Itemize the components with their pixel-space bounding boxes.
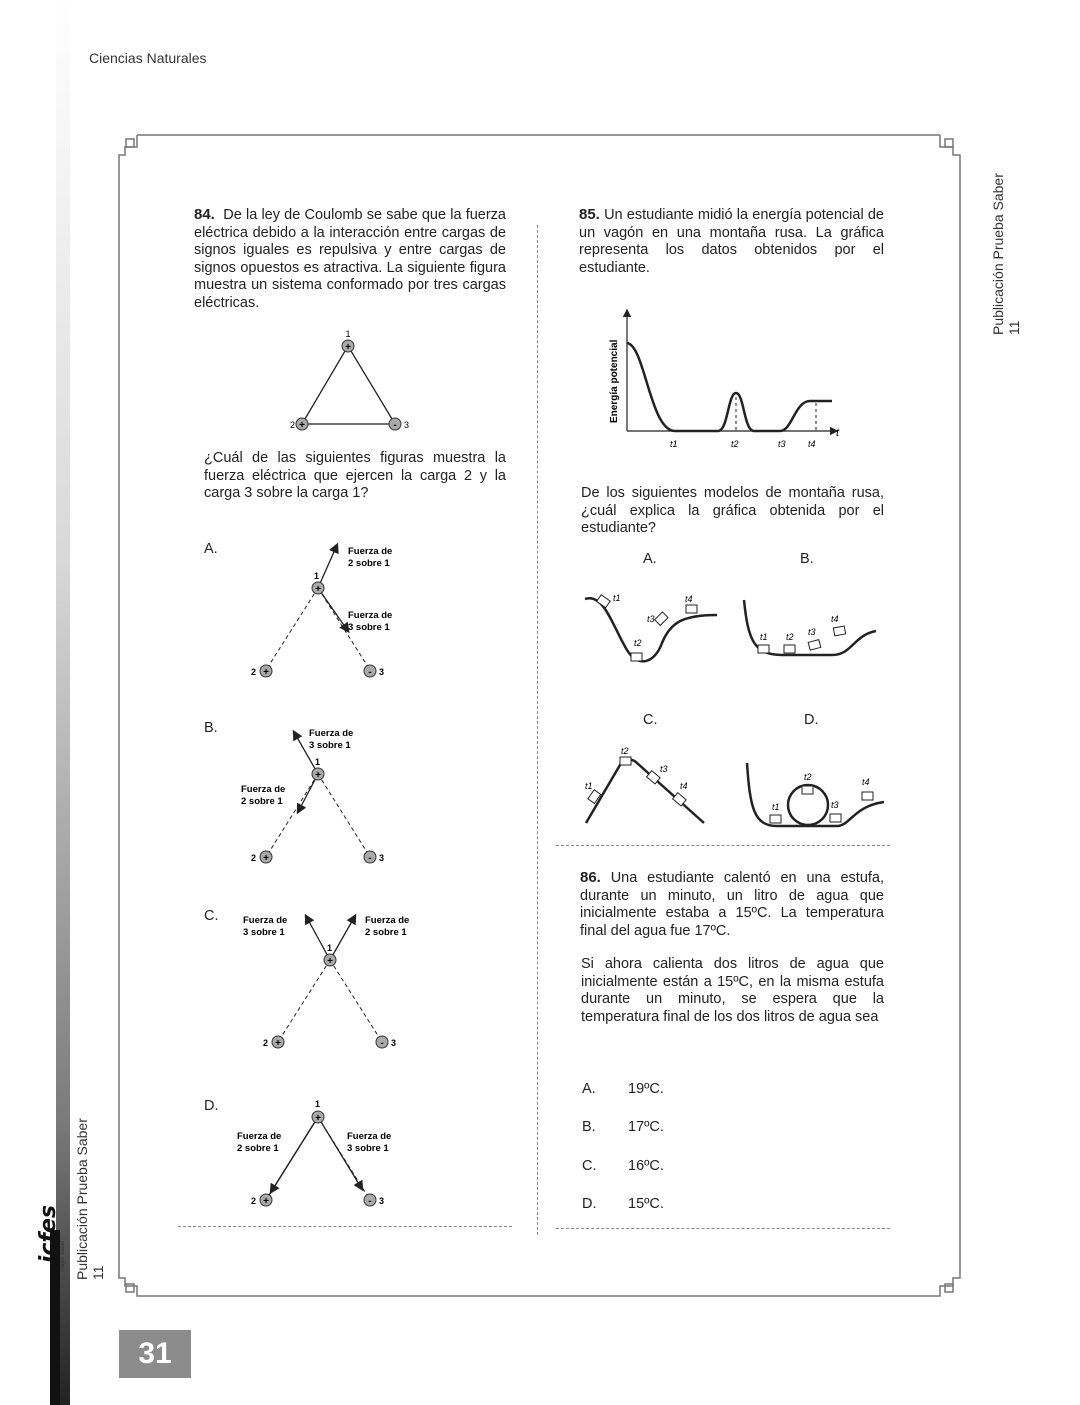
q84-option-d-figure[interactable] xyxy=(230,1095,430,1215)
svg-text:t2: t2 xyxy=(804,772,812,782)
question-84-prompt: ¿Cuál de las siguientes figuras muestra la fuerza eléctrica que ejercen la carga 2 y la carga 3 sobre la carga 1? xyxy=(204,450,506,501)
question-84-number: 84. xyxy=(194,206,215,223)
svg-text:t4: t4 xyxy=(808,439,816,449)
svg-text:t4: t4 xyxy=(685,594,693,604)
svg-text:+: + xyxy=(327,956,333,967)
question-84-body: De la ley de Coulomb se sabe que la fuerza eléctrica debido a la interacción entre cargas de signos iguales es repulsiva y entre cargas de signos opuestos es atractiva. La siguiente figura muestra un sistema conformado por tres cargas eléctricas. xyxy=(194,207,507,311)
svg-text:t1: t1 xyxy=(772,802,780,812)
q84-option-d-letter: D. xyxy=(204,1098,219,1114)
q86-answer-d[interactable]: D. 15ºC. xyxy=(582,1196,664,1212)
svg-text:t3: t3 xyxy=(831,800,839,810)
svg-text:3: 3 xyxy=(391,1038,397,1048)
side-gradient-bar xyxy=(56,0,70,1405)
question-85-text xyxy=(579,206,884,277)
svg-text:+: + xyxy=(315,770,321,781)
svg-text:t1: t1 xyxy=(585,781,593,791)
svg-text:1: 1 xyxy=(314,571,320,581)
svg-text:+: + xyxy=(315,584,321,595)
svg-text:2: 2 xyxy=(290,420,296,430)
q86-answer-c[interactable]: C. 16ºC. xyxy=(582,1158,664,1174)
q84-option-b-figure[interactable] xyxy=(230,720,430,870)
svg-text:3 sobre 1: 3 sobre 1 xyxy=(309,740,351,751)
question-84-text xyxy=(194,206,506,312)
svg-text:t1: t1 xyxy=(760,632,768,642)
svg-text:3: 3 xyxy=(379,1196,385,1206)
svg-text:Fuerza de: Fuerza de xyxy=(347,1131,392,1142)
left-bottom-rule xyxy=(178,1226,512,1227)
svg-text:+: + xyxy=(345,342,351,353)
q84-option-c-figure[interactable] xyxy=(230,905,430,1055)
coaster-option-d[interactable] xyxy=(742,758,887,833)
svg-text:-: - xyxy=(368,1196,372,1207)
svg-text:t2: t2 xyxy=(621,746,629,756)
svg-text:Energía potencial: Energía potencial xyxy=(609,339,620,423)
svg-text:2 sobre 1: 2 sobre 1 xyxy=(365,927,407,938)
svg-text:t2: t2 xyxy=(634,638,642,648)
svg-text:2: 2 xyxy=(263,1038,269,1048)
svg-text:3 sobre 1: 3 sobre 1 xyxy=(348,622,390,633)
svg-text:+: + xyxy=(263,667,269,678)
q84-option-b-letter: B. xyxy=(204,720,218,736)
svg-text:Fuerza de: Fuerza de xyxy=(348,546,393,557)
svg-text:t4: t4 xyxy=(680,781,688,791)
question-85-number: 85. xyxy=(579,206,600,223)
svg-text:t4: t4 xyxy=(862,777,870,787)
coaster-option-c[interactable] xyxy=(582,743,712,828)
page-number: 31 xyxy=(119,1330,191,1378)
svg-text:-: - xyxy=(368,667,372,678)
svg-text:Fuerza de: Fuerza de xyxy=(309,728,354,739)
svg-text:-: - xyxy=(368,853,372,864)
svg-text:2 sobre 1: 2 sobre 1 xyxy=(348,558,390,569)
question-86-text xyxy=(580,869,884,940)
svg-text:+: + xyxy=(315,1113,321,1124)
svg-text:2: 2 xyxy=(251,667,257,677)
q86-answer-a[interactable]: A. 19ºC. xyxy=(582,1081,664,1097)
svg-text:t3: t3 xyxy=(660,764,668,774)
q84-option-a-figure[interactable] xyxy=(230,535,430,685)
svg-text:t: t xyxy=(836,427,840,439)
svg-text:3: 3 xyxy=(379,667,385,677)
svg-text:+: + xyxy=(275,1038,281,1049)
publication-label-right: Publicación Prueba Saber 11 xyxy=(990,173,1022,335)
svg-text:2: 2 xyxy=(251,853,257,863)
svg-text:2 sobre 1: 2 sobre 1 xyxy=(241,796,283,807)
question-85-prompt: De los siguientes modelos de montaña rusa, ¿cuál explica la gráfica obtenida por el estudiante? xyxy=(581,485,884,536)
svg-text:t3: t3 xyxy=(647,614,655,624)
q84-option-a-letter: A. xyxy=(204,541,218,557)
question-85-body: Un estudiante midió la energía potencial de un vagón en una montaña rusa. La gráfica representa los datos obtenidos por el estudiante. xyxy=(579,207,884,276)
svg-text:3: 3 xyxy=(379,853,385,863)
q85-option-c-letter: C. xyxy=(643,712,658,728)
svg-text:3 sobre 1: 3 sobre 1 xyxy=(243,927,285,938)
svg-text:Fuerza de: Fuerza de xyxy=(365,915,410,926)
potential-energy-graph xyxy=(600,305,850,455)
q85-option-b-letter: B. xyxy=(800,551,814,567)
svg-text:Fuerza de: Fuerza de xyxy=(241,784,286,795)
svg-text:1: 1 xyxy=(345,329,351,339)
q85-option-a-letter: A. xyxy=(643,551,657,567)
svg-text:Fuerza de: Fuerza de xyxy=(243,915,288,926)
charge-triangle-figure xyxy=(280,328,420,438)
coaster-option-b[interactable] xyxy=(742,595,882,665)
question-86-number: 86. xyxy=(580,869,601,886)
svg-text:1: 1 xyxy=(315,1099,321,1109)
svg-text:Fuerza de: Fuerza de xyxy=(237,1131,282,1142)
publication-label-left: Publicación Prueba Saber 11 xyxy=(74,1118,106,1280)
right-mid-rule xyxy=(556,845,890,846)
q84-option-c-letter: C. xyxy=(204,908,219,924)
q86-answer-b[interactable]: B. 17ºC. xyxy=(582,1119,664,1135)
svg-text:+: + xyxy=(299,420,305,431)
svg-text:2: 2 xyxy=(251,1196,257,1206)
svg-text:3 sobre 1: 3 sobre 1 xyxy=(347,1143,389,1154)
svg-text:+: + xyxy=(263,853,269,864)
svg-text:1: 1 xyxy=(327,943,333,953)
svg-text:Fuerza de: Fuerza de xyxy=(348,610,393,621)
svg-text:t1: t1 xyxy=(670,439,678,449)
page-header: Ciencias Naturales xyxy=(89,50,207,66)
svg-text:3: 3 xyxy=(404,420,410,430)
svg-text:t1: t1 xyxy=(613,593,621,603)
svg-text:2 sobre 1: 2 sobre 1 xyxy=(237,1143,279,1154)
coaster-option-a[interactable] xyxy=(582,585,722,670)
q85-option-d-letter: D. xyxy=(804,712,819,728)
svg-text:t2: t2 xyxy=(731,439,739,449)
right-bottom-rule xyxy=(556,1228,890,1229)
icfes-logo: icfes xyxy=(36,1205,61,1264)
svg-text:t4: t4 xyxy=(831,614,839,624)
svg-text:-: - xyxy=(393,420,397,431)
svg-text:t2: t2 xyxy=(786,632,794,642)
icfes-logo-subtitle: mejor saber xyxy=(60,1240,66,1272)
svg-text:t3: t3 xyxy=(778,439,786,449)
svg-text:+: + xyxy=(263,1196,269,1207)
svg-text:-: - xyxy=(380,1038,384,1049)
svg-text:1: 1 xyxy=(315,757,321,767)
column-divider xyxy=(537,225,538,1235)
question-86-body: Una estudiante calentó en una estufa, durante un minuto, un litro de agua que inicialmente estaba a 15ºC. La temperatura final del agua fue 17ºC. xyxy=(580,870,885,939)
svg-text:t3: t3 xyxy=(808,627,816,637)
question-86-prompt: Si ahora calienta dos litros de agua que inicialmente están a 15ºC, en la misma estufa durante un minuto, se espera que la temperatura final de los dos litros de agua sea xyxy=(581,956,884,1025)
